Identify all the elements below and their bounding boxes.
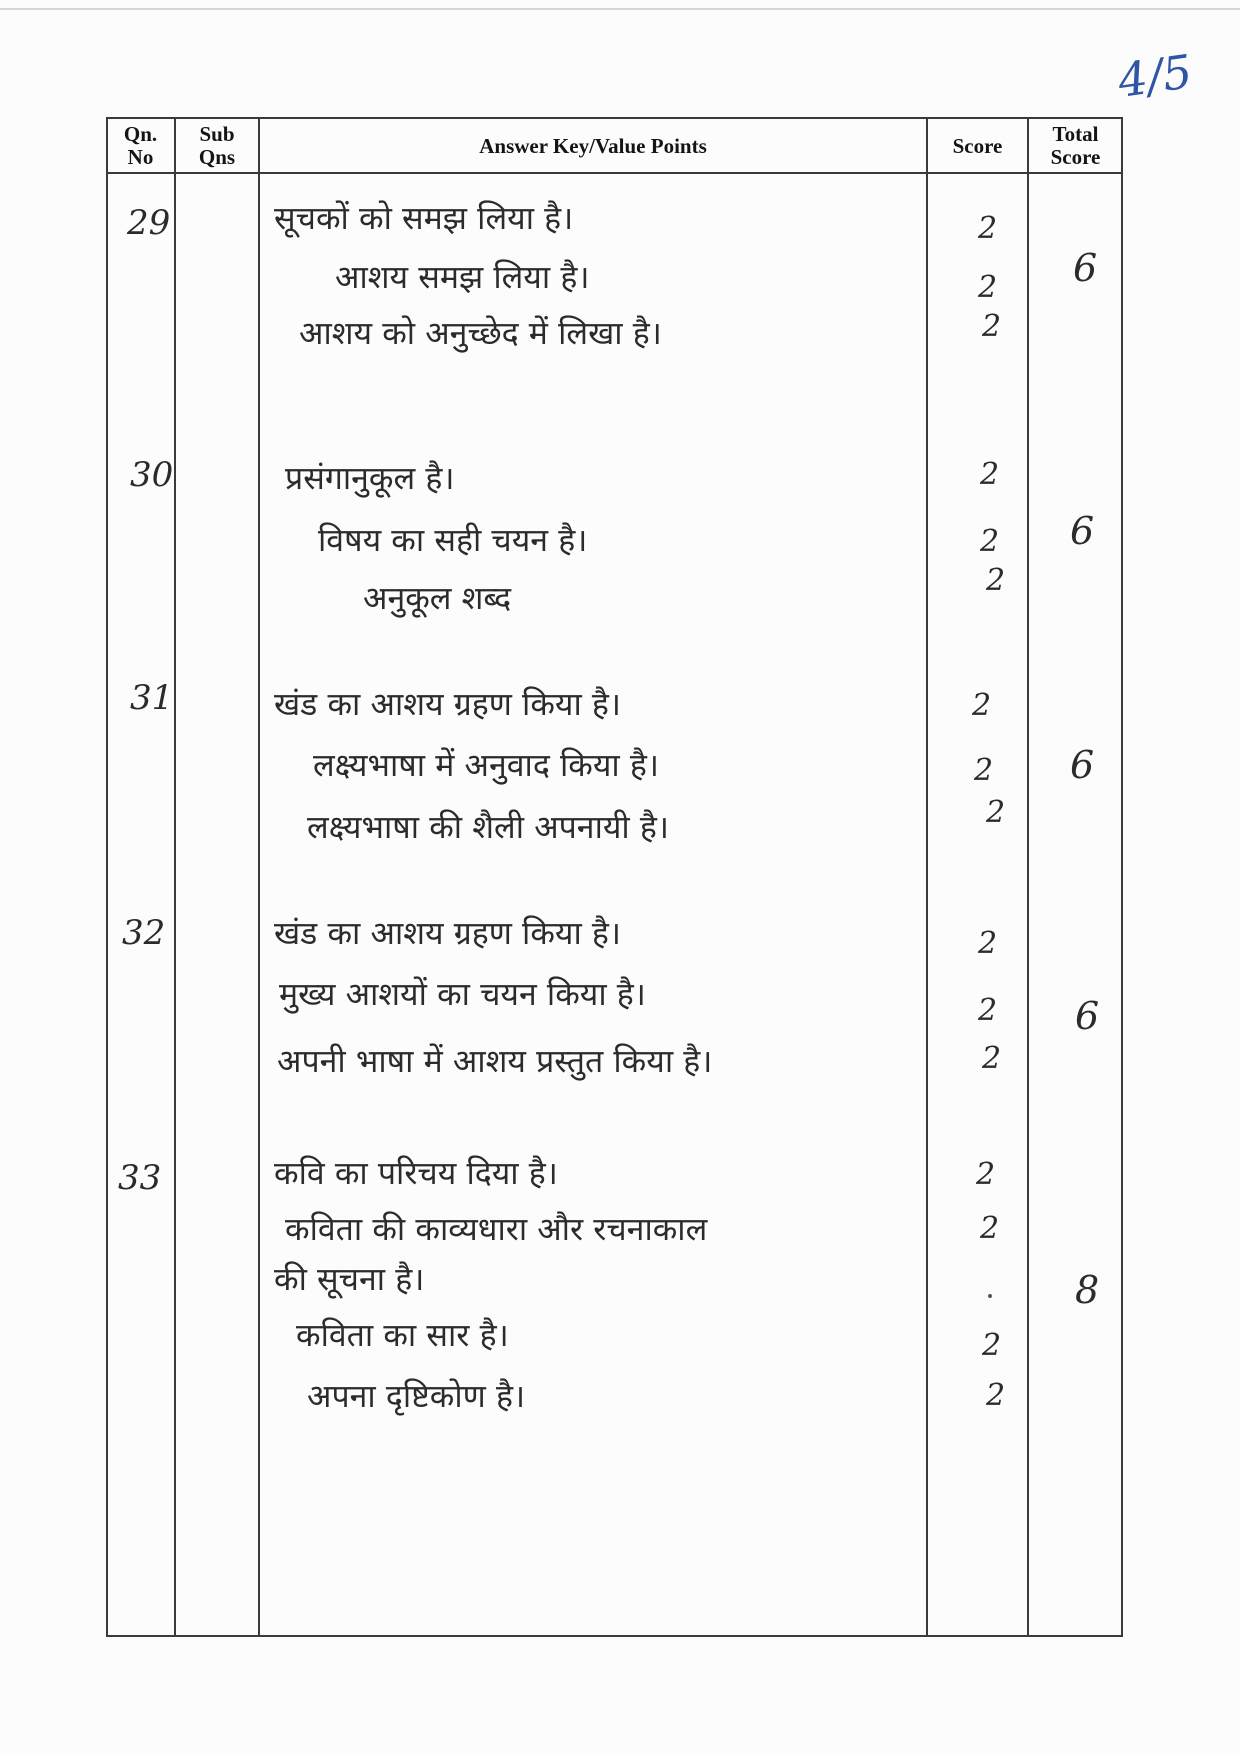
value-point: आशय समझ लिया है।	[335, 258, 590, 296]
header-answer-key-label: Answer Key/Value Points	[479, 133, 707, 158]
header-answer-key	[259, 119, 927, 173]
header-total-score	[1028, 119, 1123, 173]
score-value: 2	[974, 753, 994, 788]
value-point: आशय को अनुच्छेद में लिखा है।	[299, 314, 662, 352]
page-number: 4/5	[1114, 44, 1196, 108]
total-score-value: 6	[1070, 509, 1095, 553]
column-divider	[926, 117, 928, 1637]
header-total-score-line2: Score	[1050, 145, 1101, 169]
score-value: 2	[972, 688, 992, 723]
score-value: 2	[982, 309, 1002, 344]
question-number: 31	[130, 678, 174, 718]
header-qn-no-line2: No	[127, 145, 154, 169]
total-score-value: 6	[1075, 994, 1100, 1038]
question-number: 32	[122, 913, 166, 953]
score-value: 2	[980, 1211, 1000, 1246]
score-value: 2	[982, 1041, 1002, 1076]
value-point: लक्ष्यभाषा की शैली अपनायी है।	[307, 808, 670, 846]
score-value: 2	[986, 795, 1006, 830]
column-divider	[1027, 117, 1029, 1637]
score-value: 2	[986, 563, 1006, 598]
value-point: अपना दृष्टिकोण है।	[307, 1377, 526, 1415]
value-point: अपनी भाषा में आशय प्रस्तुत किया है।	[277, 1042, 713, 1080]
header-sub-qns	[175, 119, 259, 173]
value-point: मुख्य आशयों का चयन किया है।	[279, 975, 646, 1013]
header-qn-no	[106, 119, 175, 173]
score-value: 2	[978, 926, 998, 961]
score-value: 2	[978, 211, 998, 246]
header-sub-qns-line1: Sub	[199, 122, 235, 146]
value-point: कविता का सार है।	[296, 1316, 509, 1354]
column-divider	[174, 117, 176, 1637]
question-number: 30	[130, 455, 174, 495]
value-point: विषय का सही चयन है।	[318, 521, 588, 559]
value-point: कवि का परिचय दिया है।	[274, 1154, 558, 1192]
header-score-label: Score	[952, 133, 1003, 158]
value-point: की सूचना है।	[274, 1260, 425, 1298]
score-value: 2	[978, 270, 998, 305]
header-sub-qns-line2: Qns	[198, 145, 236, 169]
score-value: 2	[986, 1378, 1006, 1413]
value-point: लक्ष्यभाषा में अनुवाद किया है।	[313, 746, 660, 784]
header-qn-no-line1: Qn.	[123, 122, 158, 146]
value-point: सूचकों को समझ लिया है।	[274, 199, 574, 237]
question-number: 33	[118, 1158, 162, 1198]
total-score-value: 6	[1073, 246, 1098, 290]
value-point: खंड का आशय ग्रहण किया है।	[274, 685, 622, 723]
question-number: 29	[127, 203, 171, 243]
score-value: 2	[976, 1157, 996, 1192]
value-point: अनुकूल शब्द	[363, 579, 512, 617]
value-point: कविता की काव्यधारा और रचनाकाल	[285, 1210, 708, 1248]
scan-edge-line	[0, 8, 1240, 10]
ink-dot-mark	[988, 1294, 992, 1298]
total-score-value: 8	[1075, 1268, 1100, 1312]
value-point: प्रसंगानुकूल है।	[285, 459, 455, 497]
score-value: 2	[978, 993, 998, 1028]
header-score	[927, 119, 1028, 173]
value-point: खंड का आशय ग्रहण किया है।	[274, 914, 622, 952]
score-value: 2	[980, 457, 1000, 492]
score-value: 2	[980, 524, 1000, 559]
column-divider	[258, 117, 260, 1637]
header-total-score-line1: Total	[1052, 122, 1099, 146]
total-score-value: 6	[1070, 743, 1095, 787]
score-value: 2	[982, 1328, 1002, 1363]
